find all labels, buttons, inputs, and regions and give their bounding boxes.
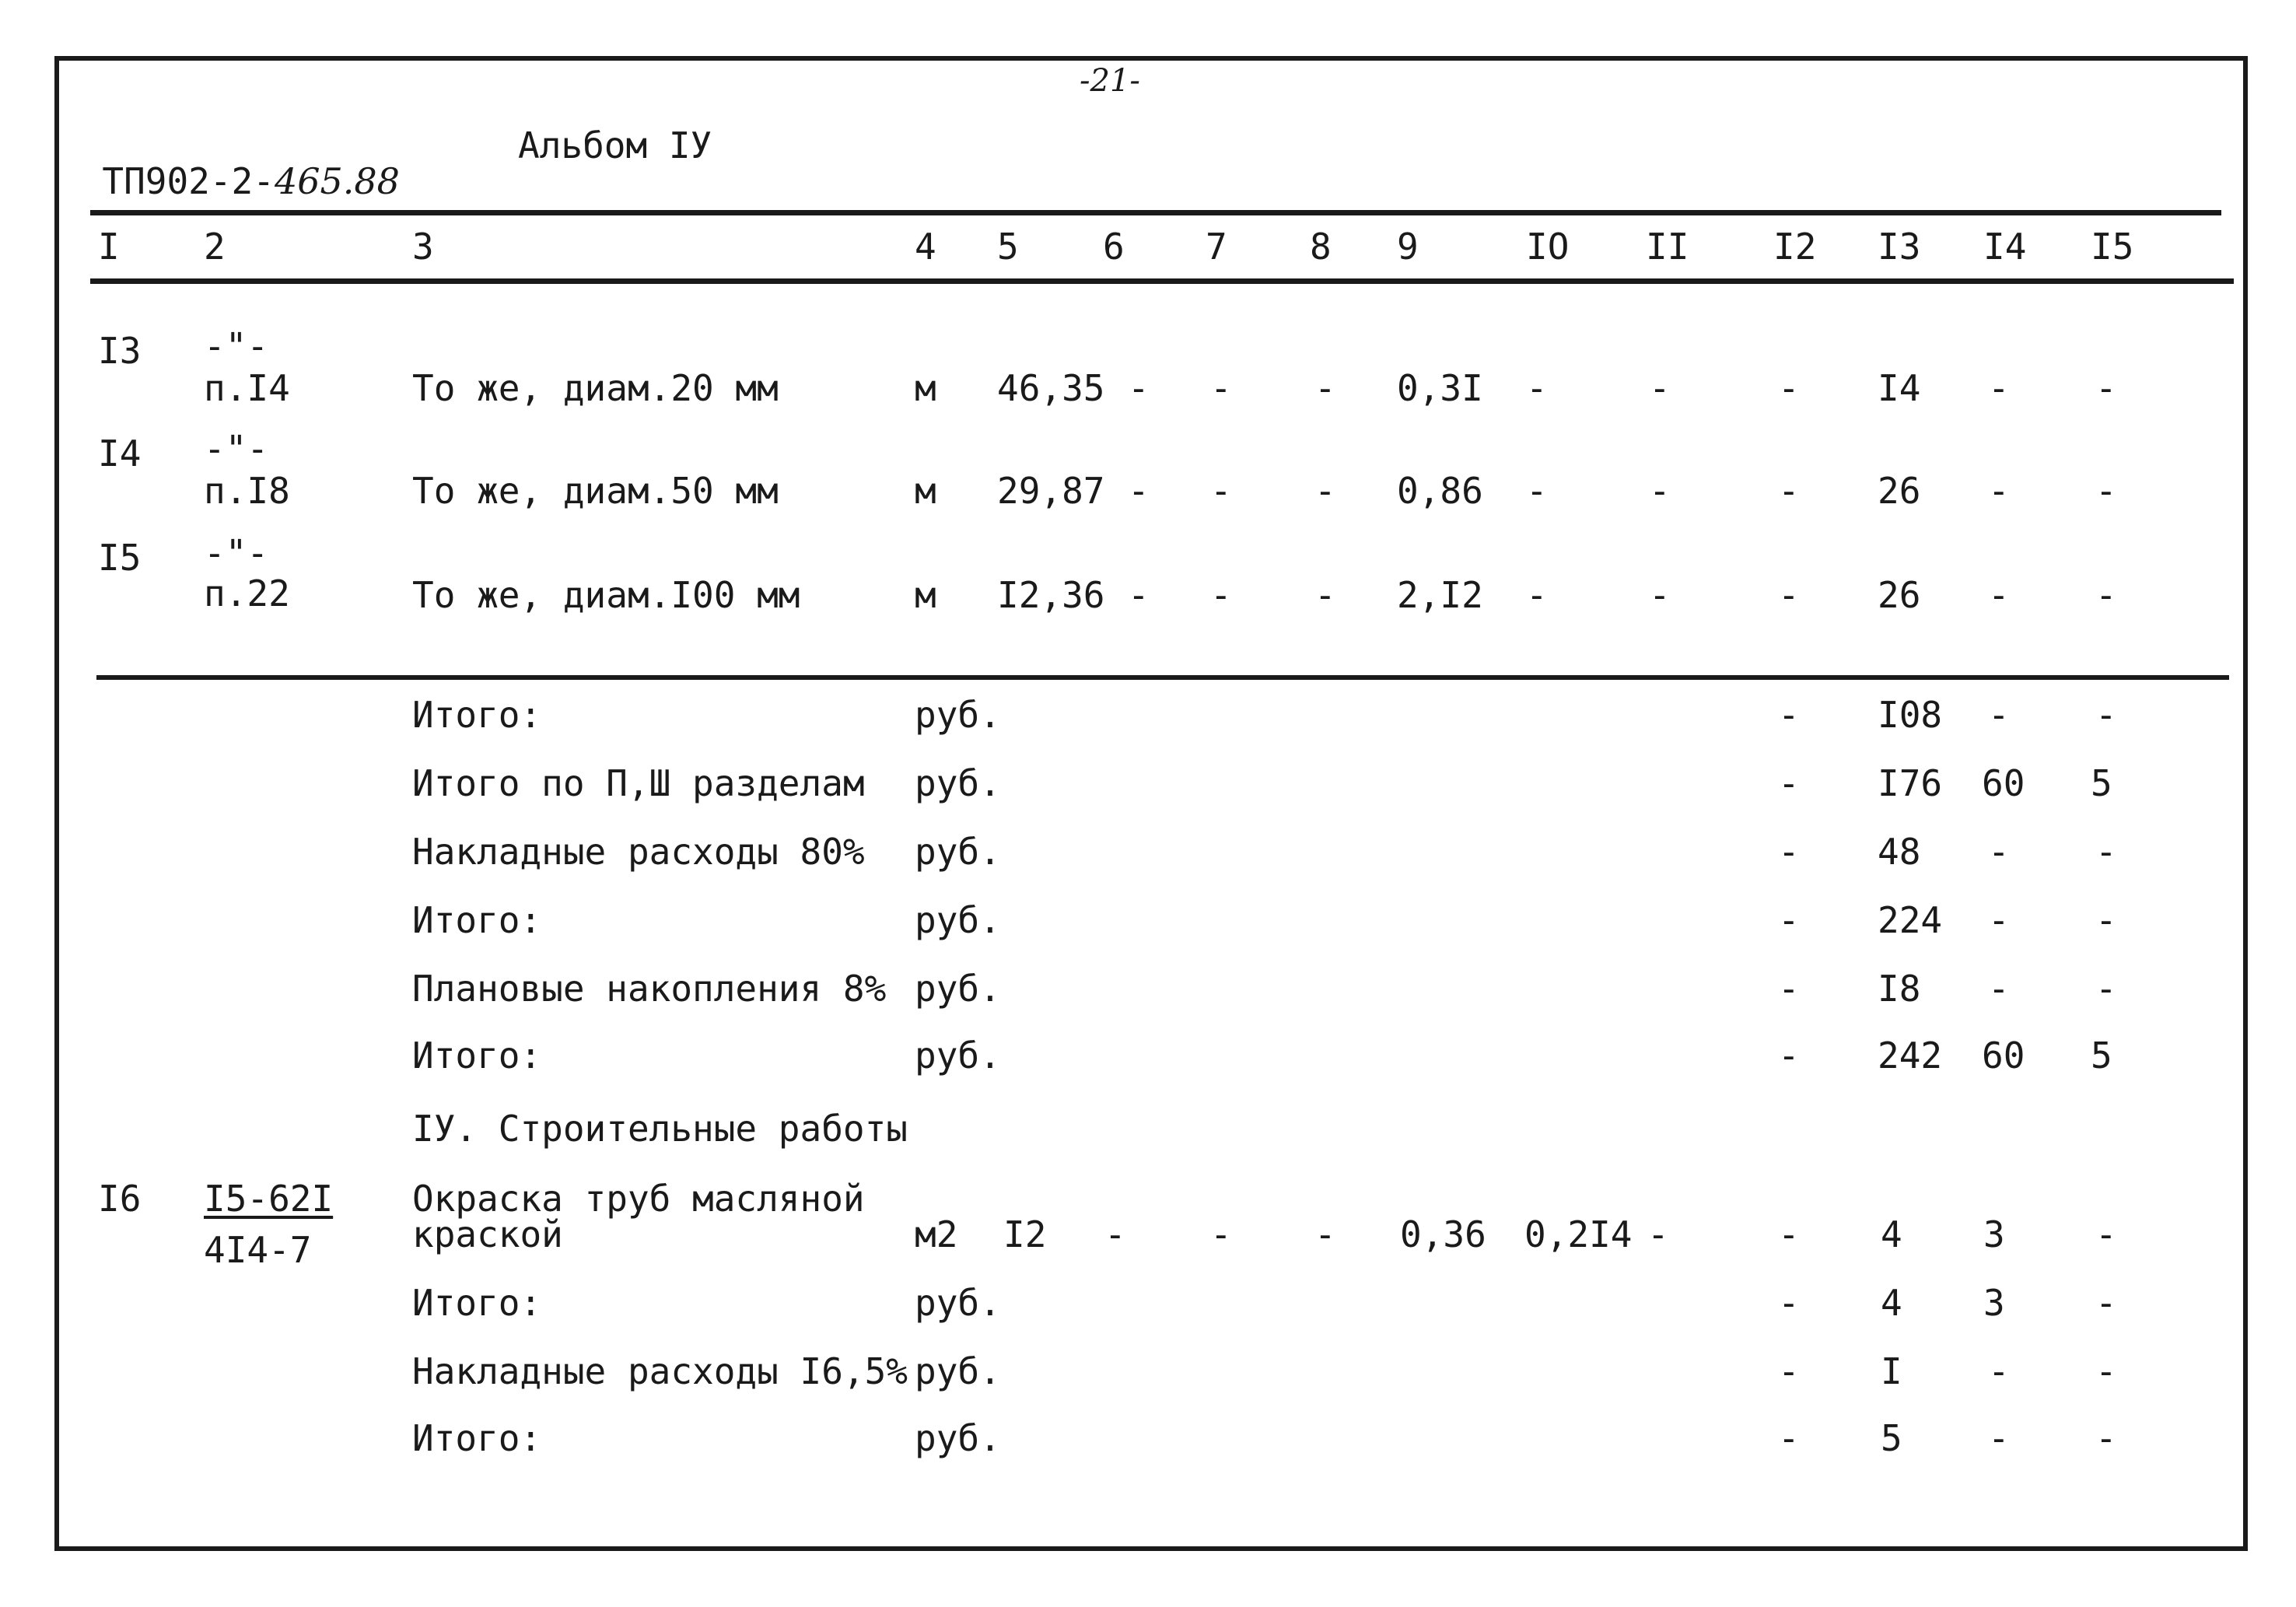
col-head-8: 8 bbox=[1310, 226, 1332, 268]
row-c5: I2 bbox=[1003, 1213, 1047, 1255]
row-c14: - bbox=[1988, 470, 2010, 512]
total-unit: руб. bbox=[915, 1417, 1001, 1459]
row-c6: - bbox=[1128, 470, 1150, 512]
row-unit: м2 bbox=[915, 1213, 958, 1255]
total-c14: - bbox=[1988, 694, 2010, 736]
row-c8: - bbox=[1314, 470, 1336, 512]
row-c12: - bbox=[1778, 470, 1800, 512]
total-name: Накладные расходы 80% bbox=[412, 831, 865, 873]
row-c11: - bbox=[1647, 1213, 1669, 1255]
total-c15: - bbox=[2095, 899, 2117, 941]
header-bottom-rule bbox=[90, 278, 2234, 284]
row-c9: 0,86 bbox=[1397, 470, 1483, 512]
total-c13: 242 bbox=[1878, 1035, 1943, 1077]
row-ref-top: I5-62I bbox=[204, 1178, 334, 1220]
row-ref-ditto: -"- bbox=[204, 532, 269, 574]
doc-code-hand: 465.88 bbox=[274, 160, 400, 202]
total-c15: - bbox=[2095, 1350, 2117, 1392]
row-c7: - bbox=[1210, 574, 1232, 616]
total-c12: - bbox=[1778, 968, 1800, 1010]
row-c5: 46,35 bbox=[997, 367, 1105, 409]
section-heading: IУ. Строительные работы bbox=[412, 1108, 908, 1150]
row-c7: - bbox=[1210, 470, 1232, 512]
total-c12: - bbox=[1778, 1282, 1800, 1324]
row-c11: - bbox=[1649, 574, 1671, 616]
row-c11: - bbox=[1649, 470, 1671, 512]
row-name-line1: Окраска труб масляной bbox=[412, 1178, 865, 1220]
row-c15: - bbox=[2095, 470, 2117, 512]
col-head-5: 5 bbox=[997, 226, 1019, 268]
total-c14: - bbox=[1988, 831, 2010, 873]
row-c12: - bbox=[1778, 367, 1800, 409]
total-c13: I bbox=[1881, 1350, 1902, 1392]
row-c12: - bbox=[1778, 1213, 1800, 1255]
row-c13: 26 bbox=[1878, 574, 1921, 616]
row-number: I6 bbox=[98, 1178, 142, 1220]
row-c13: 26 bbox=[1878, 470, 1921, 512]
col-head-6: 6 bbox=[1103, 226, 1125, 268]
header-top-rule bbox=[90, 210, 2221, 215]
row-ref: п.I8 bbox=[204, 470, 290, 512]
row-c9: 0,3I bbox=[1397, 367, 1483, 409]
row-ref: п.I4 bbox=[204, 367, 290, 409]
page-number: -21- bbox=[1080, 63, 1140, 99]
row-c10: - bbox=[1526, 574, 1548, 616]
col-head-9: 9 bbox=[1397, 226, 1419, 268]
row-c8: - bbox=[1314, 1213, 1336, 1255]
row-c11: - bbox=[1649, 367, 1671, 409]
col-head-2: 2 bbox=[204, 226, 226, 268]
total-c12: - bbox=[1778, 831, 1800, 873]
total-c15: - bbox=[2095, 694, 2117, 736]
total-name: Итого: bbox=[412, 899, 542, 941]
total-c13: 4 bbox=[1881, 1282, 1902, 1324]
row-c15: - bbox=[2095, 1213, 2117, 1255]
row-c15: - bbox=[2095, 367, 2117, 409]
total-c15: 5 bbox=[2091, 1035, 2112, 1077]
total-c14: 3 bbox=[1983, 1282, 2005, 1324]
total-c14: - bbox=[1988, 1350, 2010, 1392]
album-title: Альбом IУ bbox=[518, 124, 712, 166]
total-unit: руб. bbox=[915, 1282, 1001, 1324]
total-unit: руб. bbox=[915, 762, 1001, 804]
total-c15: - bbox=[2095, 968, 2117, 1010]
row-c13: 4 bbox=[1881, 1213, 1902, 1255]
total-unit: руб. bbox=[915, 694, 1001, 736]
total-name: Итого: bbox=[412, 694, 542, 736]
total-unit: руб. bbox=[915, 899, 1001, 941]
row-c12: - bbox=[1778, 574, 1800, 616]
row-unit: м bbox=[915, 470, 936, 512]
total-name: Итого: bbox=[412, 1035, 542, 1077]
total-c12: - bbox=[1778, 762, 1800, 804]
row-c8: - bbox=[1314, 574, 1336, 616]
total-c12: - bbox=[1778, 899, 1800, 941]
row-ref: 4I4-7 bbox=[204, 1229, 312, 1271]
total-c14: - bbox=[1988, 968, 2010, 1010]
total-c15: 5 bbox=[2091, 762, 2112, 804]
row-c8: - bbox=[1314, 367, 1336, 409]
total-c14: - bbox=[1988, 1417, 2010, 1459]
total-c13: 48 bbox=[1878, 831, 1921, 873]
total-c12: - bbox=[1778, 1350, 1800, 1392]
col-head-12: I2 bbox=[1773, 226, 1817, 268]
doc-code-prefix: ТП902-2- bbox=[102, 160, 275, 202]
row-name: То же, диам.I00 мм bbox=[412, 574, 800, 616]
row-c6: - bbox=[1104, 1213, 1126, 1255]
total-c13: I8 bbox=[1878, 968, 1921, 1010]
total-name: Итого: bbox=[412, 1282, 542, 1324]
totals-rule bbox=[96, 675, 2229, 680]
row-name-line2: краской bbox=[412, 1213, 563, 1255]
col-head-3: 3 bbox=[412, 226, 434, 268]
total-c12: - bbox=[1778, 1417, 1800, 1459]
col-head-10: IO bbox=[1526, 226, 1570, 268]
total-unit: руб. bbox=[915, 968, 1001, 1010]
total-c12: - bbox=[1778, 1035, 1800, 1077]
row-c6: - bbox=[1128, 574, 1150, 616]
total-c13: I08 bbox=[1878, 694, 1943, 736]
col-head-15: I5 bbox=[2091, 226, 2134, 268]
row-c14: 3 bbox=[1983, 1213, 2005, 1255]
total-name: Итого по П,Ш разделам bbox=[412, 762, 865, 804]
row-c10: - bbox=[1526, 367, 1548, 409]
row-ref-ditto: -"- bbox=[204, 428, 269, 470]
total-c15: - bbox=[2095, 831, 2117, 873]
total-name: Плановые накопления 8% bbox=[412, 968, 887, 1010]
row-unit: м bbox=[915, 574, 936, 616]
row-c14: - bbox=[1988, 367, 2010, 409]
row-c9: 0,36 bbox=[1400, 1213, 1486, 1255]
row-c5: 29,87 bbox=[997, 470, 1105, 512]
row-c9: 2,I2 bbox=[1397, 574, 1483, 616]
row-ref: п.22 bbox=[204, 572, 290, 614]
total-c15: - bbox=[2095, 1417, 2117, 1459]
total-c14: 60 bbox=[1982, 762, 2025, 804]
row-name: То же, диам.50 мм bbox=[412, 470, 779, 512]
row-number: I4 bbox=[98, 432, 142, 474]
total-c15: - bbox=[2095, 1282, 2117, 1324]
total-c13: I76 bbox=[1878, 762, 1943, 804]
row-c15: - bbox=[2095, 574, 2117, 616]
col-head-13: I3 bbox=[1878, 226, 1921, 268]
col-head-7: 7 bbox=[1206, 226, 1227, 268]
row-c10: - bbox=[1526, 470, 1548, 512]
col-head-11: II bbox=[1646, 226, 1689, 268]
total-unit: руб. bbox=[915, 831, 1001, 873]
doc-code bbox=[59, 128, 400, 202]
row-unit: м bbox=[915, 367, 936, 409]
row-c7: - bbox=[1210, 367, 1232, 409]
total-unit: руб. bbox=[915, 1350, 1001, 1392]
row-name: То же, диам.20 мм bbox=[412, 367, 779, 409]
total-c13: 224 bbox=[1878, 899, 1943, 941]
row-c13: I4 bbox=[1878, 367, 1921, 409]
total-name: Накладные расходы I6,5% bbox=[412, 1350, 908, 1392]
col-head-14: I4 bbox=[1983, 226, 2027, 268]
total-name: Итого: bbox=[412, 1417, 542, 1459]
row-number: I3 bbox=[98, 330, 142, 372]
col-head-1: I bbox=[98, 226, 120, 268]
row-c5: I2,36 bbox=[997, 574, 1105, 616]
row-c10: 0,2I4 bbox=[1524, 1213, 1633, 1255]
total-c12: - bbox=[1778, 694, 1800, 736]
row-c7: - bbox=[1210, 1213, 1232, 1255]
total-c14: - bbox=[1988, 899, 2010, 941]
total-unit: руб. bbox=[915, 1035, 1001, 1077]
total-c13: 5 bbox=[1881, 1417, 1902, 1459]
row-ref-ditto: -"- bbox=[204, 325, 269, 367]
row-c14: - bbox=[1988, 574, 2010, 616]
total-c14: 60 bbox=[1982, 1035, 2025, 1077]
col-head-4: 4 bbox=[915, 226, 936, 268]
row-number: I5 bbox=[98, 537, 142, 579]
row-c6: - bbox=[1128, 367, 1150, 409]
